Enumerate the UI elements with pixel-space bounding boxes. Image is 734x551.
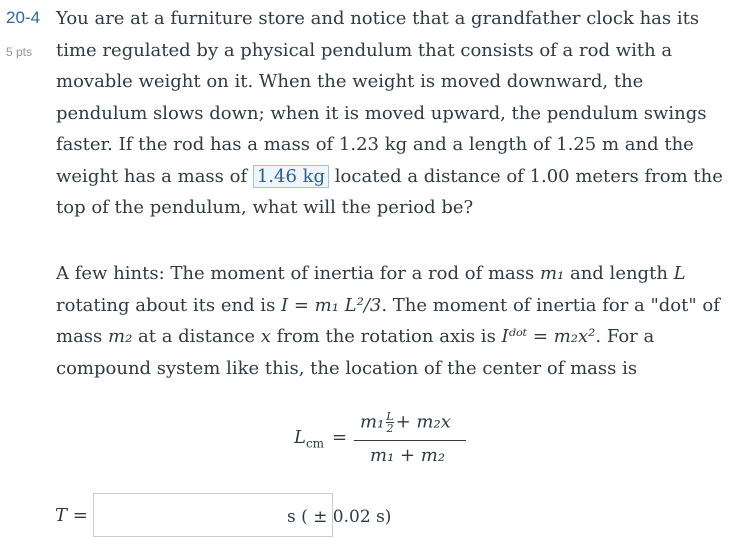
fraction-top: L (386, 410, 394, 423)
math-rod-inertia: I = m₁ L²/3 (281, 294, 382, 316)
answer-label: T = (55, 505, 88, 526)
highlighted-mass-value: 1.46 kg (253, 165, 329, 188)
formula-fraction-bar (354, 440, 466, 441)
problem-text-part-2: located a distance of 1.00 meters from the top of the pendulum, what will the period be? (56, 165, 723, 218)
hint-segment: . For a compound system like this, the location of the center of mass is (56, 326, 655, 379)
problem-text (56, 3, 726, 224)
formula-half-fraction (386, 411, 393, 434)
math-L: L (673, 263, 686, 284)
problem-text-part-1: You are at a furniture store and notice that a grandfather clock has its time regulated by a physical pendulum that consists of a rod with a movable weight on it. When the weight is moved downward, the pendulum slows down; when it is moved upward, the pendulum swings faster. If the rod has a mass of 1.23 kg and a length of 1.25 m and the weight has a mass of (56, 8, 707, 187)
formula-lcm-subscript: cm (305, 436, 325, 451)
formula-num-m1: m₁ (360, 411, 385, 433)
answer-row (55, 493, 475, 538)
center-of-mass-formula (290, 405, 490, 475)
question-number: 20-4 (6, 8, 41, 27)
formula-equals: = (332, 427, 348, 448)
fraction-bottom: 2 (386, 422, 394, 435)
formula-num-rest: + m₂x (395, 411, 451, 433)
formula-lcm-symbol: L (294, 427, 306, 448)
question-points: 5 pts (6, 45, 33, 59)
hints-text (56, 258, 726, 384)
hint-segment: from the rotation axis is (270, 326, 502, 347)
formula-lhs (294, 427, 325, 451)
answer-unit: s ( ± 0.02 s) (287, 507, 392, 527)
formula-denominator: m₁ + m₂ (370, 445, 446, 466)
formula-numerator (360, 411, 451, 434)
math-dot-inertia: Iᵈᵒᵗ = m₂x² (501, 326, 596, 347)
hint-segment: . The moment of inertia for a "dot" of mass (56, 294, 720, 347)
hint-segment: and length (564, 263, 674, 284)
math-m2: m₂ (108, 326, 133, 347)
hint-segment: rotating about its end is (56, 294, 282, 316)
math-m1: m₁ (539, 263, 565, 284)
hint-segment: at a distance (132, 326, 261, 347)
math-x: x (260, 326, 271, 347)
hint-segment: A few hints: The moment of inertia for a rod of mass (56, 263, 540, 284)
